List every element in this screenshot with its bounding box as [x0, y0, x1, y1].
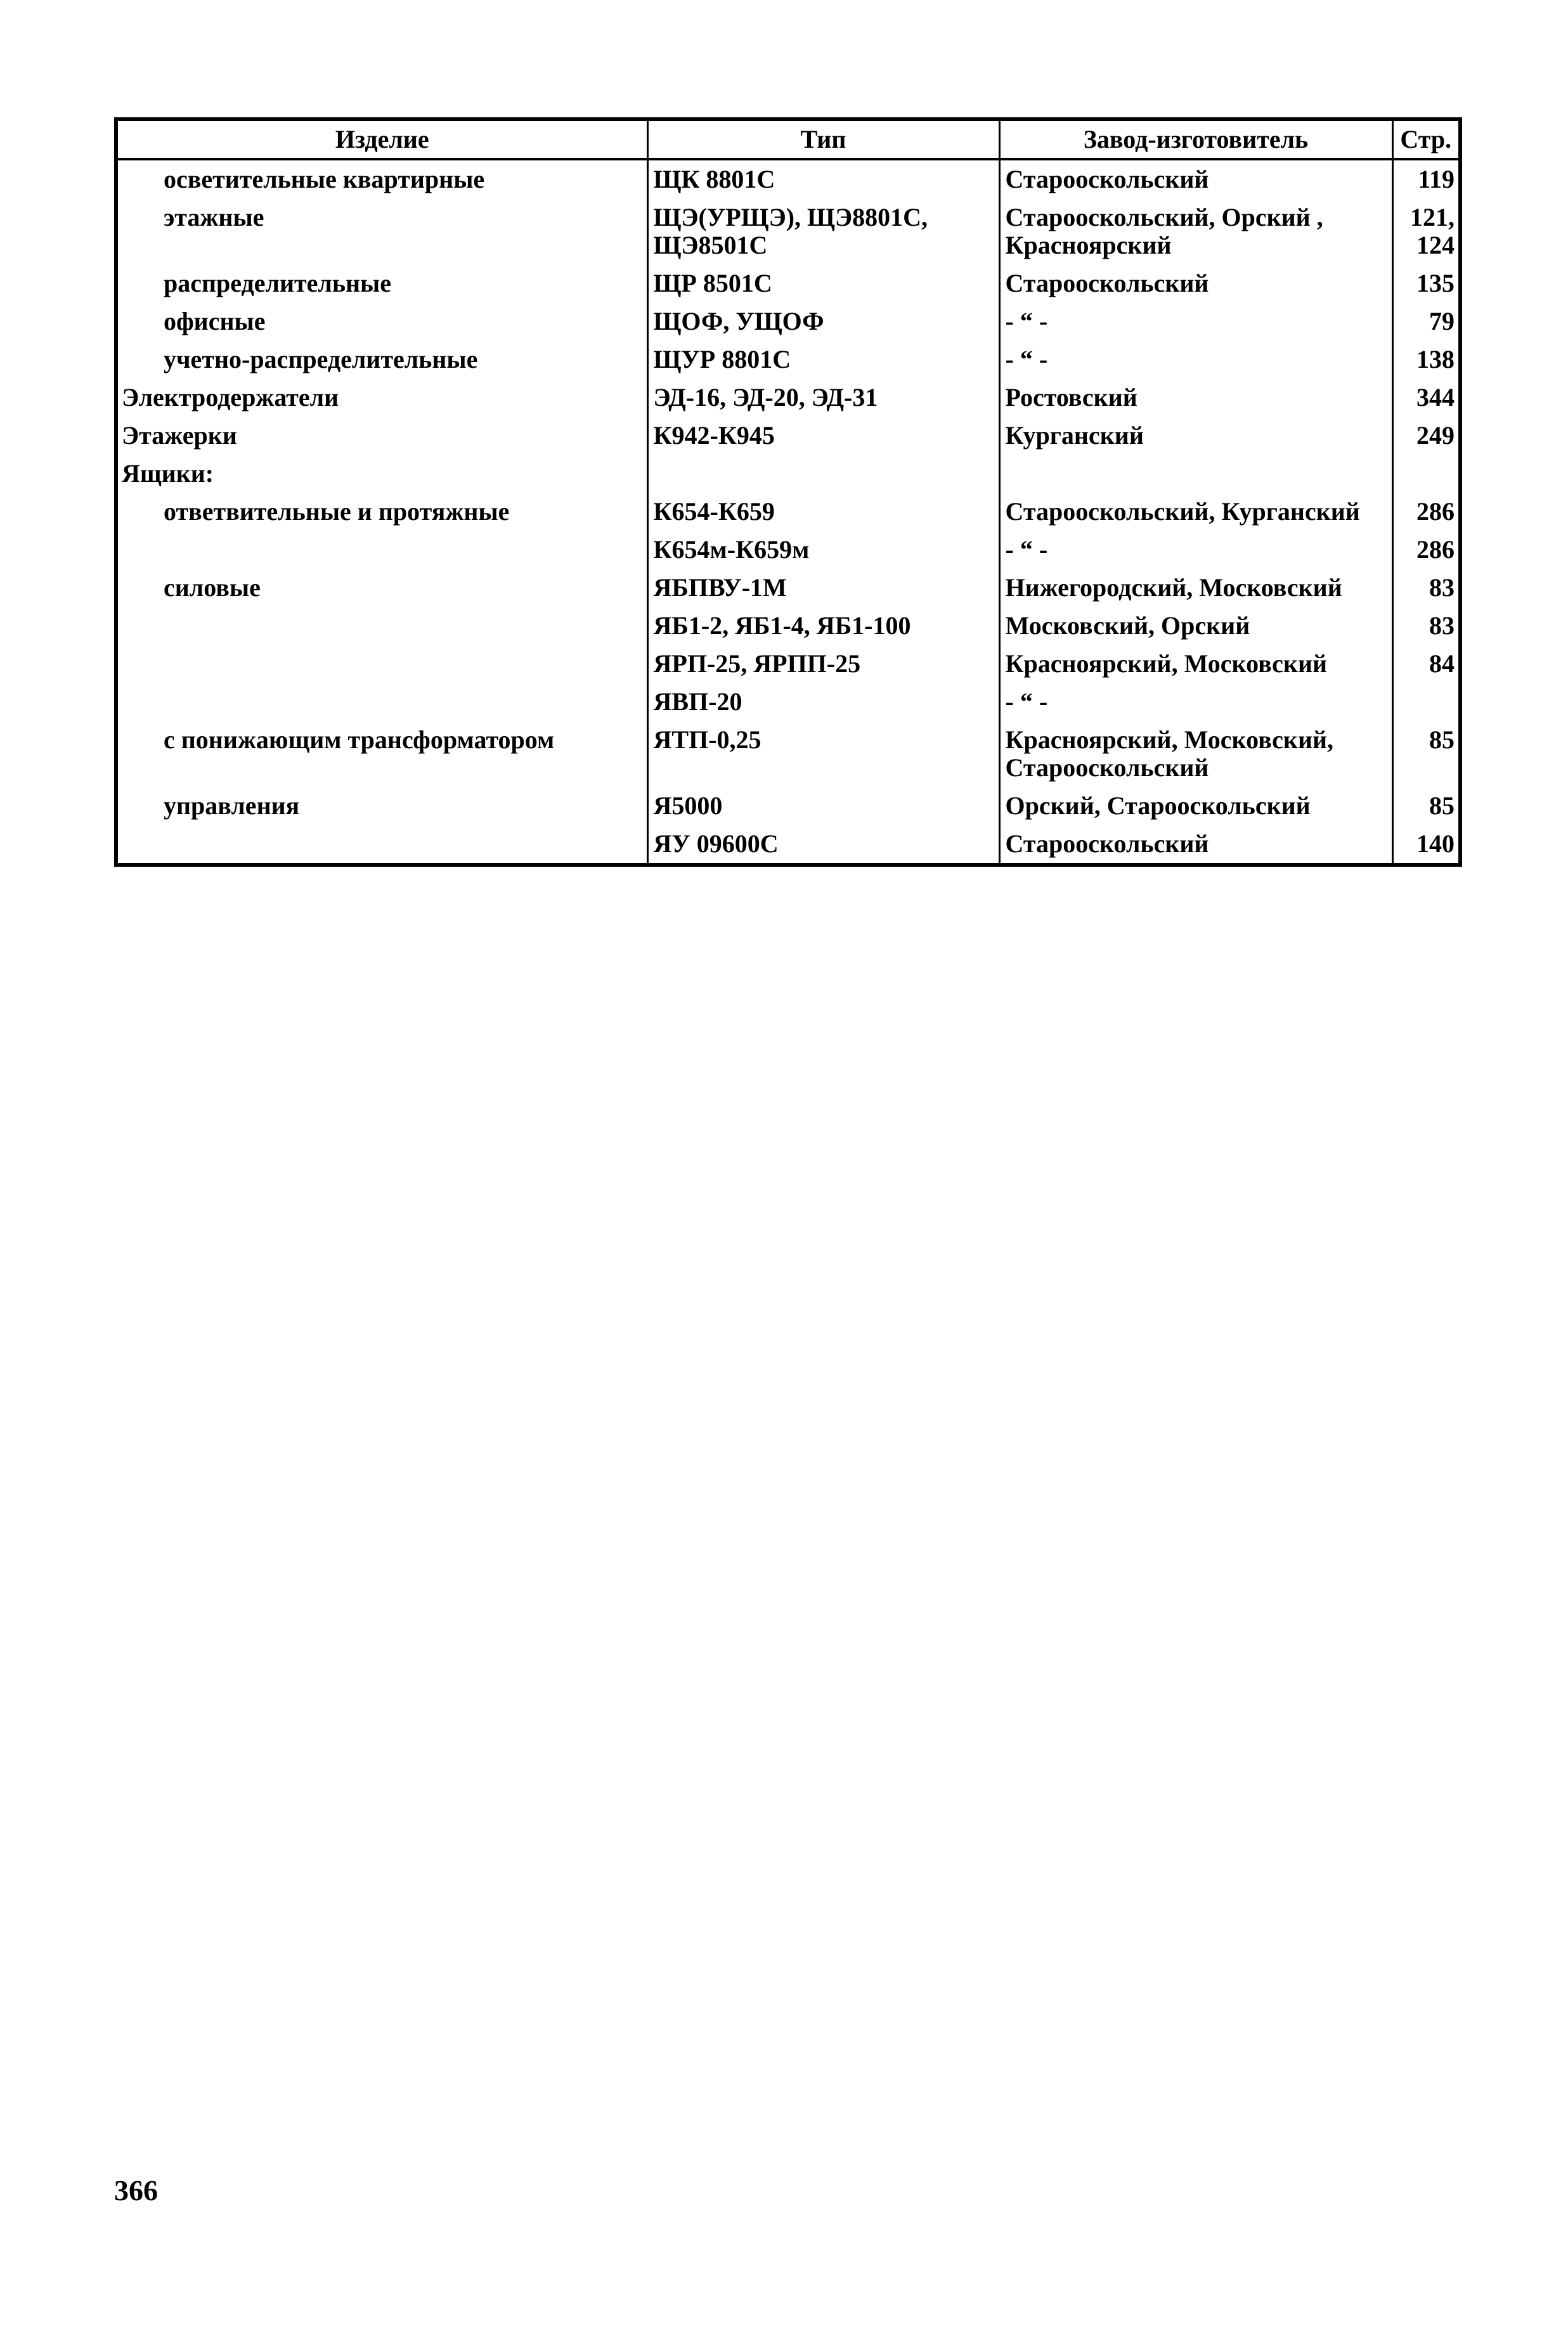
- cell-manufacturer: Старооскольский, Курганский: [999, 493, 1392, 531]
- cell-product: осветительные квартирные: [116, 159, 647, 198]
- table-row: [116, 159, 1460, 198]
- table-row: [116, 340, 1460, 379]
- cell-page: [1392, 683, 1460, 721]
- cell-manufacturer: [999, 455, 1392, 493]
- cell-type: К654м-К659м: [647, 531, 999, 569]
- cell-manufacturer: - “ -: [999, 683, 1392, 721]
- cell-page: 83: [1392, 607, 1460, 645]
- table-row: [116, 379, 1460, 417]
- cell-manufacturer: Красноярский, Московский, Старооскольский: [999, 721, 1392, 787]
- cell-type: ЯУ 09600С: [647, 825, 999, 865]
- cell-page: [1392, 455, 1460, 493]
- cell-product: распределительные: [116, 264, 647, 302]
- cell-manufacturer: - “ -: [999, 340, 1392, 379]
- cell-product: управления: [116, 787, 647, 825]
- table-row: [116, 302, 1460, 340]
- cell-page: 286: [1392, 531, 1460, 569]
- cell-manufacturer: - “ -: [999, 531, 1392, 569]
- cell-product: силовые: [116, 569, 647, 607]
- table-header-row: [116, 119, 1460, 159]
- cell-page: 84: [1392, 645, 1460, 683]
- cell-manufacturer: Курганский: [999, 417, 1392, 455]
- table-body: [116, 159, 1460, 865]
- cell-product: [116, 531, 647, 569]
- cell-page: 119: [1392, 159, 1460, 198]
- cell-type: ЩОФ, УЩОФ: [647, 302, 999, 340]
- cell-manufacturer: Старооскольский: [999, 264, 1392, 302]
- table-row: [116, 531, 1460, 569]
- cell-type: ЩУР 8801С: [647, 340, 999, 379]
- cell-type: ЩР 8501С: [647, 264, 999, 302]
- cell-page: 83: [1392, 569, 1460, 607]
- table-row: [116, 417, 1460, 455]
- table-row: [116, 264, 1460, 302]
- cell-product: учетно-распределительные: [116, 340, 647, 379]
- table-row: [116, 645, 1460, 683]
- cell-type: ЯВП-20: [647, 683, 999, 721]
- cell-product: [116, 645, 647, 683]
- cell-page: 249: [1392, 417, 1460, 455]
- cell-product: офисные: [116, 302, 647, 340]
- cell-manufacturer: Нижегородский, Московский: [999, 569, 1392, 607]
- cell-page: 85: [1392, 787, 1460, 825]
- cell-type: ЯБ1-2, ЯБ1-4, ЯБ1-100: [647, 607, 999, 645]
- cell-manufacturer: Старооскольский, Орский , Красноярский: [999, 198, 1392, 264]
- cell-type: ЩК 8801С: [647, 159, 999, 198]
- cell-manufacturer: Московский, Орский: [999, 607, 1392, 645]
- cell-product: [116, 607, 647, 645]
- cell-type: К942-К945: [647, 417, 999, 455]
- cell-page: 344: [1392, 379, 1460, 417]
- cell-product: с понижающим трансформатором: [116, 721, 647, 787]
- table-row: [116, 825, 1460, 865]
- cell-type: ЭД-16, ЭД-20, ЭД-31: [647, 379, 999, 417]
- header-product: Изделие: [116, 119, 647, 159]
- cell-manufacturer: Старооскольский: [999, 825, 1392, 865]
- cell-product: этажные: [116, 198, 647, 264]
- cell-type: К654-К659: [647, 493, 999, 531]
- table-row: [116, 683, 1460, 721]
- cell-page: 140: [1392, 825, 1460, 865]
- cell-type: ЯБПВУ-1М: [647, 569, 999, 607]
- cell-manufacturer: Красноярский, Московский: [999, 645, 1392, 683]
- cell-manufacturer: Старооскольский: [999, 159, 1392, 198]
- header-page: Стр.: [1392, 119, 1460, 159]
- table-row: [116, 721, 1460, 787]
- cell-product: Этажерки: [116, 417, 647, 455]
- cell-page: 79: [1392, 302, 1460, 340]
- table-row: [116, 787, 1460, 825]
- table-row: [116, 493, 1460, 531]
- cell-page: 138: [1392, 340, 1460, 379]
- cell-manufacturer: - “ -: [999, 302, 1392, 340]
- cell-product: [116, 825, 647, 865]
- table-row: [116, 607, 1460, 645]
- cell-type: ЯРП-25, ЯРПП-25: [647, 645, 999, 683]
- cell-manufacturer: Ростовский: [999, 379, 1392, 417]
- cell-type: Я5000: [647, 787, 999, 825]
- cell-manufacturer: Орский, Старооскольский: [999, 787, 1392, 825]
- table-row: [116, 198, 1460, 264]
- cell-page: 286: [1392, 493, 1460, 531]
- cell-type: ЩЭ(УРЩЭ), ЩЭ8801С, ЩЭ8501С: [647, 198, 999, 264]
- cell-page: 121, 124: [1392, 198, 1460, 264]
- table-row: [116, 455, 1460, 493]
- cell-product: [116, 683, 647, 721]
- page-number: 366: [114, 2174, 158, 2207]
- cell-page: 135: [1392, 264, 1460, 302]
- cell-product: Электродержатели: [116, 379, 647, 417]
- cell-page: 85: [1392, 721, 1460, 787]
- cell-product: ответвительные и протяжные: [116, 493, 647, 531]
- cell-type: [647, 455, 999, 493]
- catalog-table: [114, 117, 1462, 867]
- header-type: Тип: [647, 119, 999, 159]
- header-manufacturer: Завод-изготовитель: [999, 119, 1392, 159]
- cell-product: Ящики:: [116, 455, 647, 493]
- cell-type: ЯТП-0,25: [647, 721, 999, 787]
- table-row: [116, 569, 1460, 607]
